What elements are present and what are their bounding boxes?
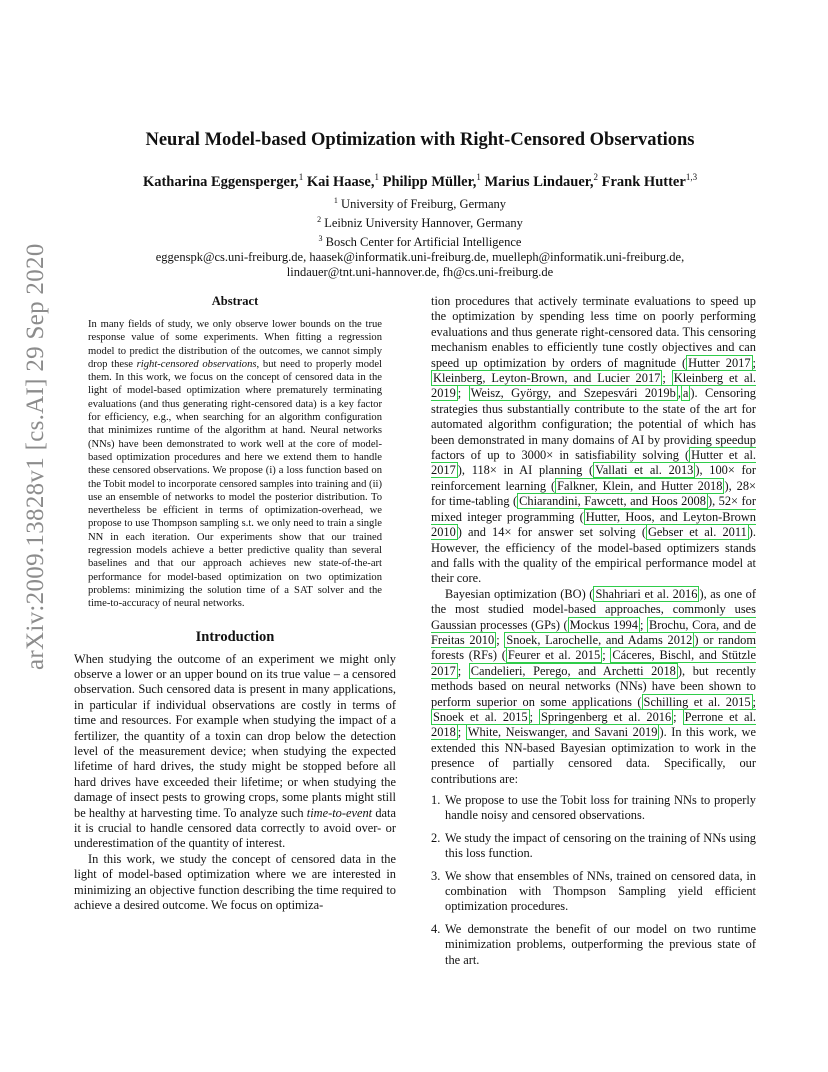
abstract-text: In many fields of study, we only observe lower bounds on the true response value of some experiments. When fitting a regression model to predict the distribution of the outcomes, we cannot simply drop these right-censored observations, but need to properly model them. In this work, we focus on the concept of censored data in the light of model-based optimization where prematurely terminating evaluations (and thus generating right-censored data) is a key factor for efficiency, e.g., when searching for an algorithm configuration that minimizes runtime of the algorithm at hand. Neural networks (NNs) have been demonstrated to work well at the core of model-based optimization procedures and here we extend them to handle these censored observations. We propose (i) a loss function based on the Tobit model to incorporate censored samples into training and (ii) use an ensemble of networks to model the posterior distribution. To nevertheless be efficient in terms of optimization-overhead, we propose to use Thompson sampling s.t. we only need to train a single NN in each iteration. Our experiments show that our trained regression models achieve a better predictive quality than several baselines and that our approach achieves new state-of-the-art performance for model-based optimization on two optimization problems: minimizing the solution time of a SAT solver and the time-to-accuracy of neural networks. xyxy=(88,319,382,610)
author: Philipp Müller,$^1$ xyxy=(382,172,481,190)
citation-link[interactable]: Shahriari et al. 2016 xyxy=(595,586,698,601)
citation-link[interactable]: Candelieri, Perego, and Archetti 2018 xyxy=(470,663,676,678)
left-column xyxy=(74,294,396,913)
affiliation: $^1$ University of Freiburg, Germany xyxy=(333,196,507,212)
citation-link[interactable]: Weisz, György, and Szepesvári 2019b xyxy=(470,386,676,401)
citation-link[interactable]: White, Neiswanger, and Savani 2019 xyxy=(467,725,658,740)
author: Marius Lindauer,$^2$ xyxy=(484,172,599,190)
affiliation: $^3$ Bosch Center for Artificial Intelligence xyxy=(318,234,522,250)
author: Kai Haase,$^1$ xyxy=(306,172,379,190)
citation-link[interactable]: Cáceres, Bischl, and Stützle 2017 xyxy=(431,648,756,678)
citation-link[interactable]: Mockus 1994 xyxy=(569,617,638,632)
author-list xyxy=(60,172,780,191)
emails: eggenspk@cs.uni-freiburg.de, haasek@informatik.uni-freiburg.de, muelleph@informatik.uni-freiburg.de, xyxy=(155,250,685,265)
list-item: 2. We study the impact of censoring on the training of NNs using this loss function. xyxy=(431,830,756,861)
citation-link[interactable]: Feurer et al. 2015 xyxy=(507,648,601,663)
citation-link[interactable]: Schilling et al. 2015 xyxy=(643,694,751,709)
citation-link[interactable]: Snoek, Larochelle, and Adams 2012 xyxy=(506,632,693,647)
intro-paragraph: When studying the outcome of an experiment we might only observe a lower or an upper bound on its true value – a censored observation. Such censored data is present in many applications, in particular if individual observations are costly in terms of time and resources. For example when studying the impact of a fertilizer, the quantity of a toxin can drop below the detection level of the measurement device; when studying the expected lifetime of hard drives, the study might be stopped before all hard drives have exceeded their lifetime; or when studying the damage of insect pests to growing crops, some plants might still be healthy at harvesting time. To analyze such time-to-event data it is crucial to handle censored data correctly to avoid over- or underestimation of the quantity of interest. xyxy=(74,651,396,851)
citation-link[interactable]: Hutter 2017 xyxy=(688,355,751,370)
citation-link[interactable]: Springenberg et al. 2016 xyxy=(541,709,672,724)
arxiv-identifier: arXiv:2009.13828v1 [cs.AI] 29 Sep 2020 xyxy=(22,243,49,670)
citation-link[interactable]: Vallati et al. 2013 xyxy=(595,463,694,478)
citation-link[interactable]: Gebser et al. 2011 xyxy=(647,525,747,540)
intro-paragraph: In this work, we study the concept of censored data in the light of model-based optimization where we are interested in minimizing an objective function describing the time required to achieve a desired outcome. We focus on optimiza- xyxy=(74,851,396,913)
emails: lindauer@tnt.uni-hannover.de, fh@cs.uni-freiburg.de xyxy=(286,265,554,280)
citation-link[interactable]: a xyxy=(682,386,689,401)
citation-link[interactable]: Chiarandini, Fawcett, and Hoos 2008 xyxy=(519,494,706,509)
affiliation: $^2$ Leibniz University Hannover, Germany xyxy=(317,215,523,231)
body-paragraph: Bayesian optimization (BO) ( Shahriari et al. 2016 ), as one of the most studied model-based approaches, commonly uses Gaussian processes (GPs) ( Mockus 1994 ; Brochu, Cora, and de Freitas 2010 ; Snoek, Larochelle, and Adams 2012 ) or random forests (RFs) ( Feurer et al. 2015 ; Cáceres, Bischl, and Stützle 2017 ; Candelieri, Perego, and Archetti 2018 ), but recently methods based on neural networks (NNs) have been shown to perform superior on some applications ( Schilling et al. 2015 ; Snoek et al. 2015 ; Springenberg et al. 2016 ; Perrone et al. 2018 ; White, Neiswanger, and Savani 2019 ). In this work, we extended this NN-based Bayesian optimization to work in the presence of partially censored data. Specifically, our contributions are: xyxy=(431,586,757,786)
list-item: 4. We demonstrate the benefit of our model on two runtime minimization problems, outperforming the previous state of the art. xyxy=(431,921,756,967)
citation-link[interactable]: Hutter et al. 2017 xyxy=(431,448,756,478)
list-item: 1. We propose to use the Tobit loss for training NNs to properly handle noisy and censored observations. xyxy=(431,793,756,823)
paper-title: Neural Model-based Optimization with Right-Censored Observations xyxy=(145,130,695,150)
citation-link[interactable]: Snoek et al. 2015 xyxy=(433,709,528,724)
citation-link[interactable]: Perrone et al. 2018 xyxy=(431,709,756,740)
citation-link[interactable]: Falkner, Klein, and Hutter 2018 xyxy=(557,478,723,493)
affiliations xyxy=(60,193,780,280)
abstract-heading: Abstract xyxy=(211,294,259,308)
citation-link[interactable]: Kleinberg et al. 2019 xyxy=(431,371,756,401)
citation-link[interactable]: Brochu, Cora, and de Freitas 2010 xyxy=(431,617,756,647)
list-item: 3. We show that ensembles of NNs, trained on censored data, in combination with Thompson Sampling yield efficient optimization procedures. xyxy=(431,868,756,914)
body-paragraph: tion procedures that actively terminate evaluations to speed up the optimization by spending less time on poorly performing evaluations and thus generate right-censored data. This censoring mechanism enables to efficiently tune costly objectives and can speed up optimization by orders of magnitude ( Hutter 2017 ; Kleinberg, Leyton-Brown, and Lucier 2017 ; Kleinberg et al. 2019 ; Weisz, György, and Szepesvári 2019b , a ). Censoring strategies thus substantially contribute to the state of the art for automated algorithm configuration; the potential of which has been demonstrated in many domains of AI by providing speedup factors of up to 3000× in satisfiability solving ( Hutter et al. 2017 ), 118× in AI planning ( Vallati et al. 2013 ), 100× for reinforcement learning ( Falkner, Klein, and Hutter 2018 ), 28× for time-tabling ( Chiarandini, Fawcett, and Hoos 2008 ), 52× for mixed integer programming ( Hutter, Hoos, and Leyton-Brown 2010 ) and 14× for answer set solving ( Gebser et al. 2011 ). However, the efficiency of the model-based optimizers stands and falls with the quality of the empirical performance model at their core. xyxy=(431,294,757,586)
citation-link[interactable]: Hutter, Hoos, and Leyton-Brown 2010 xyxy=(431,509,756,540)
citation-link[interactable]: Kleinberg, Leyton-Brown, and Lucier 2017 xyxy=(433,371,661,386)
right-column xyxy=(431,294,756,975)
author: Katharina Eggensperger,$^1$ xyxy=(142,172,304,190)
contribution-list xyxy=(431,793,756,968)
author: Frank Hutter$^{1,3}$ xyxy=(601,172,698,190)
introduction-heading: Introduction xyxy=(195,628,275,645)
